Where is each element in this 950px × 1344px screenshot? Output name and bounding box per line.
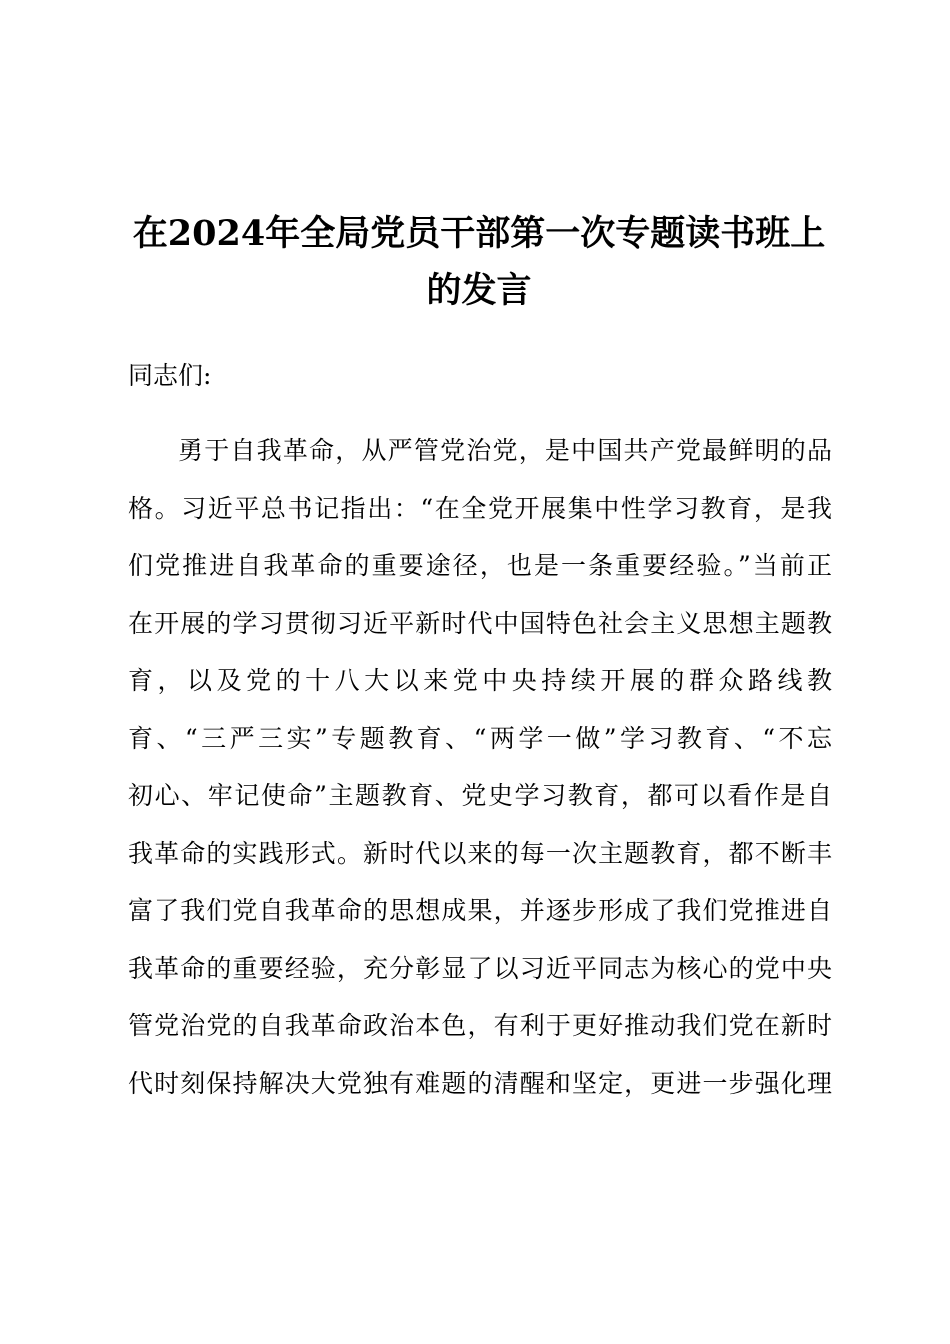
paragraph-line: 初心、牢记使命”主题教育、党史学习教育，都可以看作是自 bbox=[128, 781, 832, 810]
paragraph-line: 我革命的重要经验，充分彰显了以习近平同志为核心的党中央 bbox=[128, 953, 832, 983]
salutation: 同志们: bbox=[128, 361, 212, 390]
paragraph-line: 富了我们党自我革命的思想成果，并逐步形成了我们党推进自 bbox=[128, 896, 832, 925]
paragraph-line: 格。习近平总书记指出：“在全党开展集中性学习教育，是我 bbox=[128, 493, 832, 523]
title-line-1: 在2024年全局党员干部第一次专题读书班上 bbox=[132, 213, 826, 254]
paragraph-line: 们党推进自我革命的重要途径，也是一条重要经验。”当前正 bbox=[128, 551, 832, 580]
title-line-2: 的发言 bbox=[426, 270, 532, 311]
paragraph-line: 代时刻保持解决大党独有难题的清醒和坚定，更进一步强化理 bbox=[128, 1068, 832, 1098]
paragraph-line: 育、“三严三实”专题教育、“两学一做”学习教育、“不忘 bbox=[128, 723, 832, 753]
paragraph-line: 在开展的学习贯彻习近平新时代中国特色社会主义思想主题教 bbox=[128, 608, 832, 638]
body-paragraph bbox=[128, 430, 832, 1120]
paragraph-line: 育，以及党的十八大以来党中央持续开展的群众路线教 bbox=[128, 666, 832, 695]
paragraph-line: 我革命的实践形式。新时代以来的每一次主题教育，都不断丰 bbox=[128, 838, 832, 868]
paragraph-line: 管党治党的自我革命政治本色，有利于更好推动我们党在新时 bbox=[128, 1011, 832, 1040]
document-title bbox=[128, 205, 830, 319]
paragraph-line: 勇于自我革命，从严管党治党，是中国共产党最鲜明的品 bbox=[178, 436, 832, 465]
